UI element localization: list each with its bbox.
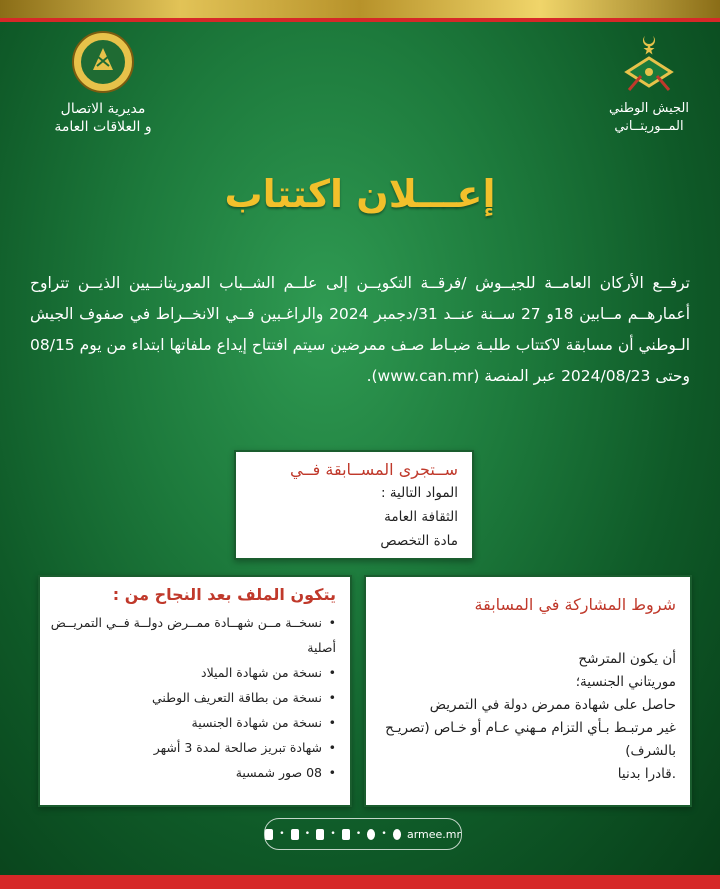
required-documents-header: يتكون الملف بعد النجاح من : <box>112 585 336 604</box>
condition-line: أن يكون المترشح <box>578 651 676 667</box>
website-link[interactable]: armee.mr <box>406 827 462 841</box>
list-item: أصلية <box>307 640 336 655</box>
list-item: • 08 صور شمسية <box>46 760 336 785</box>
top-red-band <box>0 18 720 22</box>
army-name-line1: الجيش الوطني <box>609 101 689 116</box>
army-name-line2: المــوريتــاني <box>614 119 684 134</box>
social-links-bar: • • • • • armee.mr <box>264 818 462 850</box>
linkedin-icon[interactable] <box>291 829 299 840</box>
directorate-name-line2: و العلاقات العامة <box>54 119 152 135</box>
army-emblem-icon <box>617 30 681 94</box>
facebook-icon[interactable] <box>367 829 375 840</box>
youtube-icon[interactable] <box>342 829 350 840</box>
list-item: • نسخة من بطاقة التعريف الوطني <box>46 685 336 710</box>
page-title: إعـــلان اكتتاب <box>224 172 496 216</box>
list-item: • نسخة من شهادة الميلاد <box>46 660 336 685</box>
exam-subjects-box <box>234 450 474 560</box>
announcement-text: ترفــع الأركان العامــة للجيــوش /فرقــة التكويــن إلى علــم الشــباب الموريتانــيين الذيــن تتراوح أعمارهــم مــابين 18و 27 ســنة عنــد 31/دجمبر 2024 والراغـبين فــي الانخــراط في صفوف الجيش الـوطني أن مسابقة لاكتتاب طلبـة ضبـاط صـف ممرضين سيتم افتتاح إيداع ملفاتها ابتداء من يوم 08/15 وحتى 2024/08/23 عبر المنصة (www.can.mr). <box>30 274 691 385</box>
required-documents-list <box>40 610 350 785</box>
email-icon[interactable] <box>316 829 324 840</box>
exam-subjects-intro: المواد التالية : <box>380 485 458 501</box>
condition-line: موريتاني الجنسية؛ <box>575 674 676 690</box>
condition-line: .قادرا بدنيا <box>617 766 676 782</box>
directorate-name-line1: مديرية الاتصال <box>60 101 146 117</box>
x-icon[interactable] <box>265 829 273 840</box>
list-item: • نسخة من شهادة الجنسية <box>46 710 336 735</box>
exam-subjects-header: ســتجرى المســابقة فــي <box>289 460 458 479</box>
bottom-red-band <box>0 875 720 889</box>
directorate-header <box>18 30 188 136</box>
exam-subject-specialty: مادة التخصص <box>380 533 458 549</box>
exam-subject-general-culture: الثقافة العامة <box>384 509 458 525</box>
required-documents-box <box>38 575 352 807</box>
participation-conditions-header: شروط المشاركة في المسابقة <box>474 595 676 614</box>
condition-line: حاصل على شهادة ممرض دولة في التمريض <box>429 697 676 713</box>
army-header <box>594 30 704 136</box>
directorate-emblem-icon <box>71 30 135 94</box>
participation-conditions-box <box>364 575 692 807</box>
list-item: • نسخــة مــن شهــادة ممــرض دولــة فــي التمريــض <box>46 610 336 635</box>
top-gold-bar <box>0 0 720 18</box>
website-icon[interactable] <box>393 829 401 840</box>
list-item: • شهادة تبريز صالحة لمدة 3 أشهر <box>46 735 336 760</box>
condition-line: غير مرتبـط بـأي التزام مـهني عـام أو خـاص (تصريـح بالشرف) <box>385 720 676 759</box>
